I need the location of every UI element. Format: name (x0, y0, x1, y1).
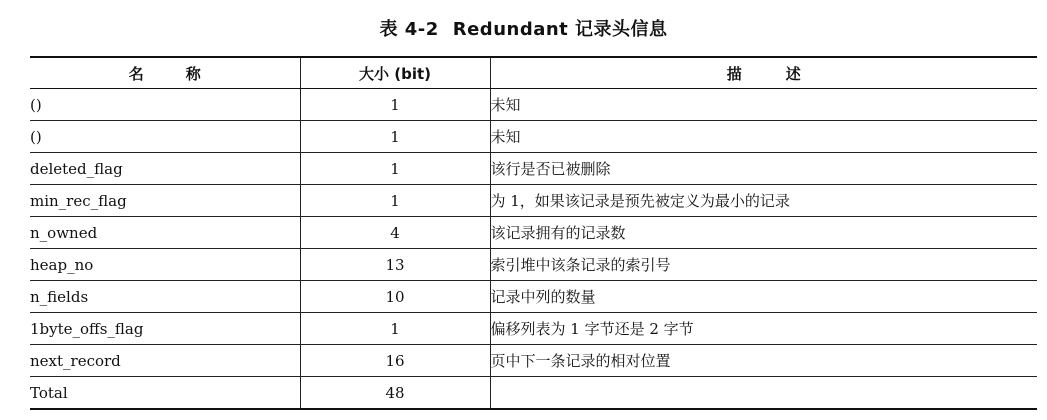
table-row (30, 89, 1037, 121)
field-description-cell: 该记录拥有的记录数 (490, 217, 1037, 249)
field-name-cell: heap_no (30, 249, 300, 281)
field-name-cell: () (30, 121, 300, 153)
column-header-size: 大小 (bit) (300, 57, 490, 89)
field-name-cell: next_record (30, 345, 300, 377)
field-description-cell: 未知 (490, 121, 1037, 153)
field-description-cell: 未知 (490, 89, 1037, 121)
field-description-cell: 索引堆中该条记录的索引号 (490, 249, 1037, 281)
table-row (30, 185, 1037, 217)
table-row-total (30, 377, 1037, 410)
field-size-cell: 1 (300, 121, 490, 153)
table-header-row (30, 57, 1037, 89)
field-name-cell: min_rec_flag (30, 185, 300, 217)
total-size-cell: 48 (300, 377, 490, 410)
field-name-cell: n_owned (30, 217, 300, 249)
field-description-cell: 为 1，如果该记录是预先被定义为最小的记录 (490, 185, 1037, 217)
table-row (30, 121, 1037, 153)
table-number: 表 4-2 (379, 19, 439, 40)
column-header-name: 名 称 (30, 57, 300, 89)
field-size-cell: 16 (300, 345, 490, 377)
table-row (30, 313, 1037, 345)
field-name-cell: () (30, 89, 300, 121)
field-size-cell: 1 (300, 89, 490, 121)
total-label-cell: Total (30, 377, 300, 410)
table-caption: Redundant 记录头信息 (452, 19, 668, 40)
field-size-cell: 10 (300, 281, 490, 313)
table-row (30, 249, 1037, 281)
column-header-description: 描 述 (490, 57, 1037, 89)
table-title (0, 15, 1047, 41)
field-size-cell: 1 (300, 313, 490, 345)
field-description-cell: 记录中列的数量 (490, 281, 1037, 313)
field-size-cell: 13 (300, 249, 490, 281)
field-description-cell: 偏移列表为 1 字节还是 2 字节 (490, 313, 1037, 345)
table-row (30, 153, 1037, 185)
field-size-cell: 1 (300, 185, 490, 217)
field-name-cell: deleted_flag (30, 153, 300, 185)
table-row (30, 281, 1037, 313)
table-row (30, 345, 1037, 377)
field-size-cell: 4 (300, 217, 490, 249)
record-header-table (30, 56, 1037, 410)
field-name-cell: n_fields (30, 281, 300, 313)
field-description-cell: 页中下一条记录的相对位置 (490, 345, 1037, 377)
total-description-cell (490, 377, 1037, 410)
field-name-cell: 1byte_offs_flag (30, 313, 300, 345)
field-description-cell: 该行是否已被删除 (490, 153, 1037, 185)
table-row (30, 217, 1037, 249)
field-size-cell: 1 (300, 153, 490, 185)
